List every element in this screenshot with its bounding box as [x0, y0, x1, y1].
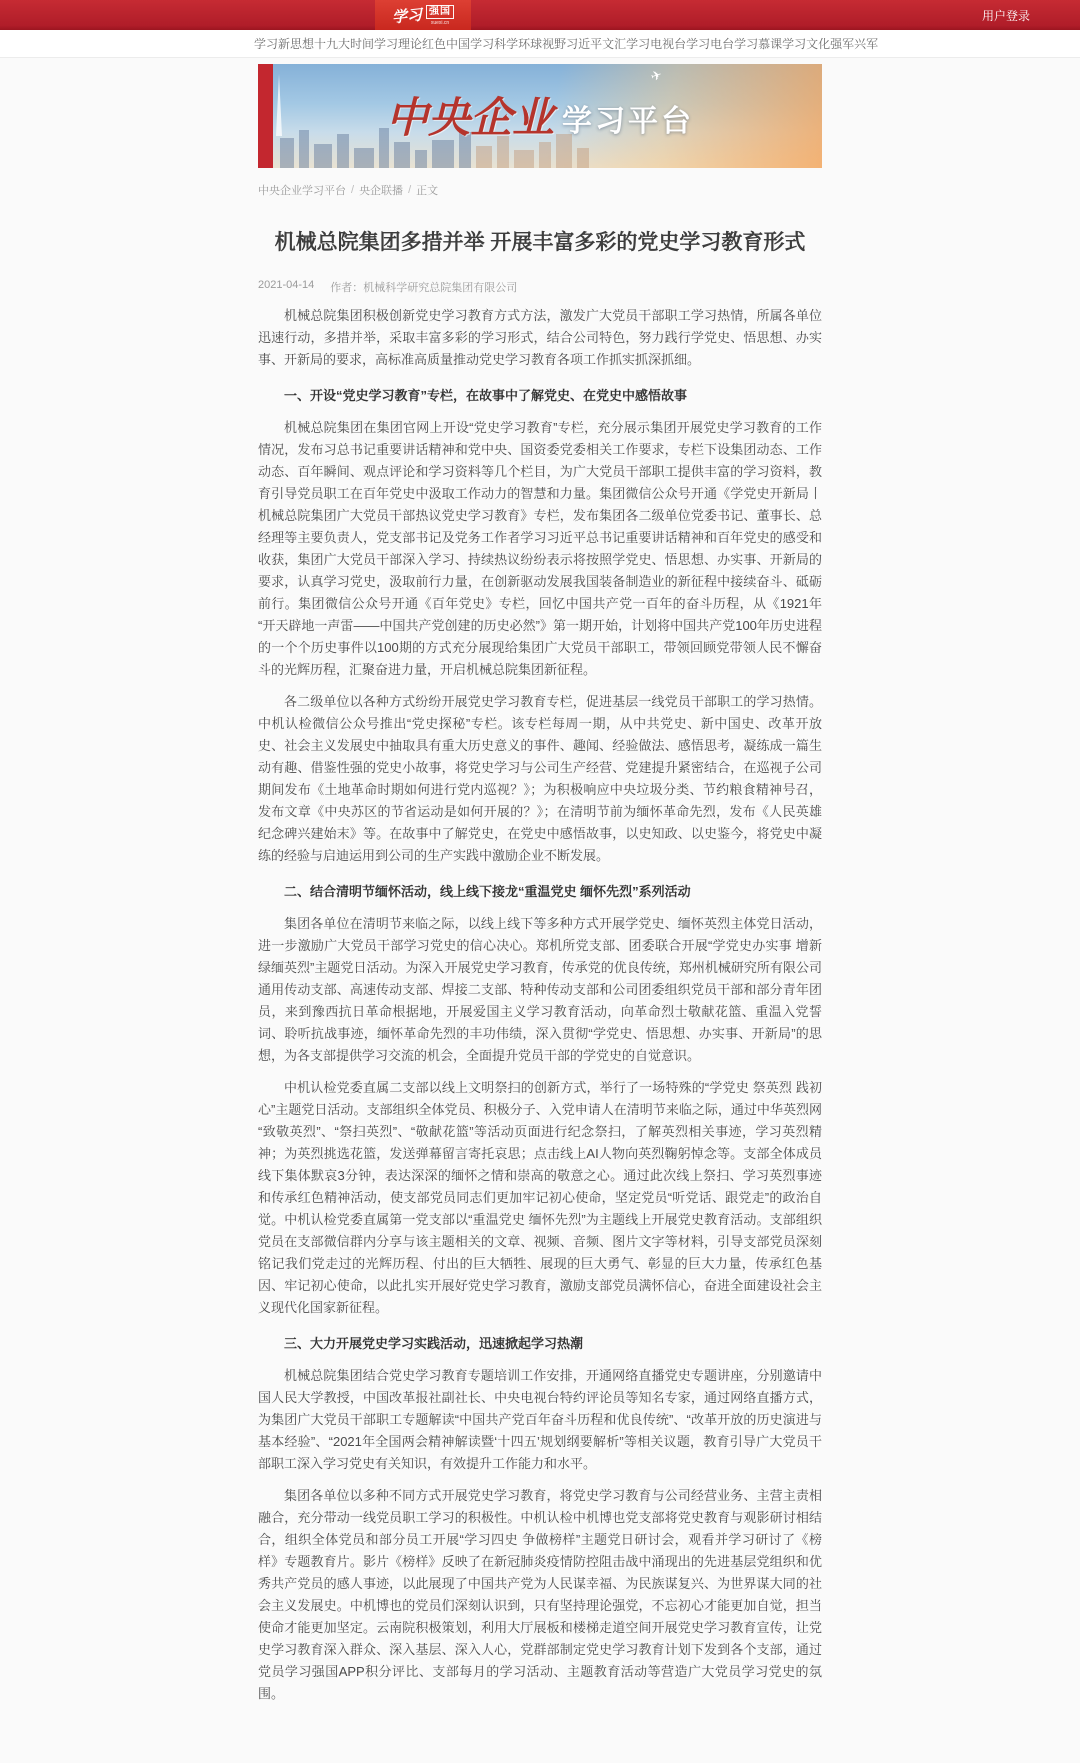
main-navbar [0, 30, 1080, 58]
plane-icon: ✈ [648, 66, 664, 85]
login-link[interactable]: 用户登录 [981, 8, 1030, 23]
breadcrumb-item[interactable]: 央企联播 [359, 185, 404, 197]
article-paragraph: 集团各单位以多种不同方式开展党史学习教育，将党史学习教育与公司经营业务、主营主责相融合，充分带动一线党员职工学习的积极性。中机认检中机博也党支部将党史教育与观影研讨相结合，组织全体党员和部分员工开展“学习四史 争做榜样”主题党日研讨会，观看并学习研讨了《榜样》专题教育片。影片《榜样》反映了在新冠肺炎疫情防控阻击战中涌现出的先进基层党组织和优秀共产党员的感人事迹，以此展现了中国共产党为人民谋幸福、为民族谋复兴、为世界谋大同的社会主义发展史。中机博也的党员们深刻认识到，只有坚持理论强党，不忘初心才能更加自觉，担当使命才能更加坚定。云南院积极策划，利用大厅展板和楼梯走道空间开展党史学习教育宣传，让党史学习教育深入群众、深入基层、深入人心，党群部制定党史学习教育计划下发到各个支部，通过党员学习强国APP积分评比、支部每月的学习活动、主题教育活动等营造广大党员学习党史的氛围。 [258, 1488, 822, 1702]
article [258, 198, 822, 1763]
section-heading: 三、大力开展党史学习实践活动，迅速掀起学习热潮 [284, 1336, 584, 1352]
nav-item[interactable]: 学习电台 [686, 37, 735, 51]
nav-item[interactable]: 强军兴军 [830, 37, 879, 51]
banner-title-red: 中央企业 [385, 93, 554, 142]
article-title: 机械总院集团多措并举 开展丰富多彩的党史学习教育形式 [274, 231, 806, 254]
xuexi-qiangguo-logo[interactable] [375, 0, 471, 30]
article-paragraph: 机械总院集团在集团官网上开设“党史学习教育”专栏，充分展示集团开展党史学习教育的工作情况，发布习总书记重要讲话精神和党中央、国资委党委相关工作要求，专栏下设集团动态、工作动态、百年瞬间、观点评论和学习资料等几个栏目，为广大党员干部职工提供丰富的学习资料，教育引导党员职工在百年党史中汲取工作动力的智慧和力量。集团微信公众号开通《学党史开新局丨机械总院集团广大党员干部热议党史学习教育》专栏，发布集团各二级单位党委书记、董事长、总经理等主要负责人，党支部书记及党务工作者学习习近平总书记重要讲话精神和百年党史的感受和收获，集团广大党员干部深入学习、持续热议纷纷表示将按照学党史、悟思想、办实事、开新局的要求，认真学习党史，汲取前行力量，在创新驱动发展我国装备制造业的新征程中接续奋斗、砥砺前行。集团微信公众号开通《百年党史》专栏，回忆中国共产党一百年的奋斗历程，从《1921年“开天辟地一声雷——中国共产党创建的历史必然”》第一期开始，计划将中国共产党100年历史进程的一个个历史事件以100期的方式充分展现给集团广大党员干部职工，带领回顾党带领人民不懈奋斗的光辉历程，汇聚奋进力量，开启机械总院集团新征程。 [258, 420, 822, 678]
nav-item[interactable]: 学习慕课 [734, 37, 783, 51]
nav-item[interactable]: 学习理论 [374, 37, 423, 51]
breadcrumb-item: 正文 [416, 185, 439, 197]
article-paragraph: 集团各单位在清明节来临之际，以线上线下等多种方式开展学党史、缅怀英烈主体党日活动，进一步激励广大党员干部学习党史的信心决心。郑机所党支部、团委联合开展“学党史办实事 增新绿缅英烈”主题党日活动。为深入开展党史学习教育，传承党的优良传统，郑州机械研究所有限公司通用传动支部、高速传动支部、焊接二支部、特种传动支部和公司团委组织党员干部和部分青年团员，来到豫西抗日革命根据地，开展爱国主义学习教育活动，向革命烈士敬献花篮、重温入党誓词、聆听抗战事迹，缅怀革命先烈的丰功伟绩，深入贯彻“学党史、悟思想、办实事、开新局”的思想，为各支部提供学习交流的机会，全面提升党员干部的学党史的自觉意识。 [258, 916, 822, 1064]
section-heading: 二、结合清明节缅怀活动，线上线下接龙“重温党史 缅怀先烈”系列活动 [284, 884, 691, 900]
nav-items-container [254, 30, 879, 57]
nav-item[interactable]: 学习电视台 [626, 37, 687, 51]
nav-item[interactable]: 学习文化 [782, 37, 831, 51]
breadcrumb-separator: / [351, 184, 355, 196]
article-body [258, 305, 822, 1705]
article-paragraph: 机械总院集团结合党史学习教育专题培训工作安排，开通网络直播党史专题讲座，分别邀请中国人民大学教授，中国改革报社副社长、中央电视台特约评论员等知名专家，通过网络直播方式，为集团广大党员干部职工专题解读“中国共产党百年奋斗历程和优良传统”、“改革开放的历史演进与基本经验”、“2021年全国两会精神解读暨‘十四五’规划纲要解析”等相关议题，教育引导广大党员干部职工深入学习党史有关知识，有效提升工作能力和水平。 [258, 1368, 822, 1472]
logo-box-text: 强国 [426, 5, 454, 19]
top-header [0, 0, 1080, 30]
banner-title-white: 学习平台 [562, 105, 694, 138]
breadcrumb-separator: / [408, 184, 412, 196]
article-paragraph: 中机认检党委直属二支部以线上文明祭扫的创新方式，举行了一场特殊的“学党史 祭英烈 践初心”主题党日活动。支部组织全体党员、积极分子、入党申请人在清明节来临之际，通过中华英烈网“致敬英烈”、“祭扫英烈”、“敬献花篮”等活动页面进行纪念祭扫，了解英烈相关事迹，学习英烈精神；为英烈挑选花篮，发送弹幕留言寄托哀思；点击线上AI人物向英烈鞠躬悼念等。支部全体成员线下集体默哀3分钟，表达深深的缅怀之情和崇高的敬意之心。通过此次线上祭扫、学习英烈事迹和传承红色精神活动，使支部党员同志们更加牢记初心使命，坚定党员“听党话、跟党走”的政治自觉。中机认检党委直属第一党支部以“重温党史 缅怀先烈”为主题线上开展党史教育活动。支部组织党员在支部微信群内分享与该主题相关的文章、视频、音频、图片文字等材料，引导支部党员深刻铭记我们党走过的光辉历程、付出的巨大牺牲、展现的巨大勇气、彰显的巨大力量，传承红色基因、牢记初心使命，以此扎实开展好党史学习教育，激励支部党员满怀信心，奋进全面建设社会主义现代化国家新征程。 [258, 1080, 822, 1316]
banner-image[interactable] [258, 64, 822, 168]
nav-item[interactable]: 学习新思想 [254, 37, 315, 51]
logo-right-block [426, 5, 454, 26]
article-paragraph: 机械总院集团积极创新党史学习教育方式方法，激发广大党员干部职工学习热情，所属各单位迅速行动，多措并举，采取丰富多彩的学习形式，结合公司特色，努力践行学党史、悟思想、办实事、开新局的要求，高标准高质量推动党史学习教育各项工作抓实抓深抓细。 [258, 308, 822, 368]
nav-item[interactable]: 环球视野 [518, 37, 567, 51]
breadcrumb [258, 182, 822, 198]
breadcrumb-item[interactable]: 中央企业学习平台 [258, 185, 346, 197]
article-author: 作者：机械科学研究总院集团有限公司 [330, 282, 518, 295]
article-paragraph: 各二级单位以各种方式纷纷开展党史学习教育专栏，促进基层一线党员干部职工的学习热情。中机认检微信公众号推出“党史探秘”专栏。该专栏每周一期，从中共党史、新中国史、改革开放史、社会主义发展史中抽取具有重大历史意义的事件、趣闻、经验做法、感悟思考，凝练成一篇生动有趣、借鉴性强的党史小故事，将党史学习与公司生产经营、党建提升紧密结合，在巡视子公司期间发布《土地革命时期如何进行党内巡视？》；为积极响应中央垃圾分类、节约粮食精神号召，发布文章《中央苏区的节省运动是如何开展的？》；在清明节前为缅怀革命先烈，发布《人民英雄纪念碑兴建始末》等。在故事中了解党史，在党史中感悟故事，以史知政、以史鉴今，将党史中凝练的经验与启迪运用到公司的生产实践中激励企业不断发展。 [258, 694, 822, 864]
logo-script-text: 学习 [391, 4, 423, 27]
nav-item[interactable]: 学习科学 [470, 37, 519, 51]
banner-title [258, 64, 822, 168]
section-heading: 一、开设“党史学习教育”专栏，在故事中了解党史、在党史中感悟故事 [284, 388, 688, 404]
nav-item[interactable]: 红色中国 [422, 37, 471, 51]
article-meta [258, 279, 822, 295]
article-date: 2021-04-14 [258, 279, 315, 292]
logo-subtext: xuexi.cn [430, 19, 450, 26]
nav-item[interactable]: 十九大时间 [314, 37, 375, 51]
nav-item[interactable]: 习近平文汇 [566, 37, 627, 51]
